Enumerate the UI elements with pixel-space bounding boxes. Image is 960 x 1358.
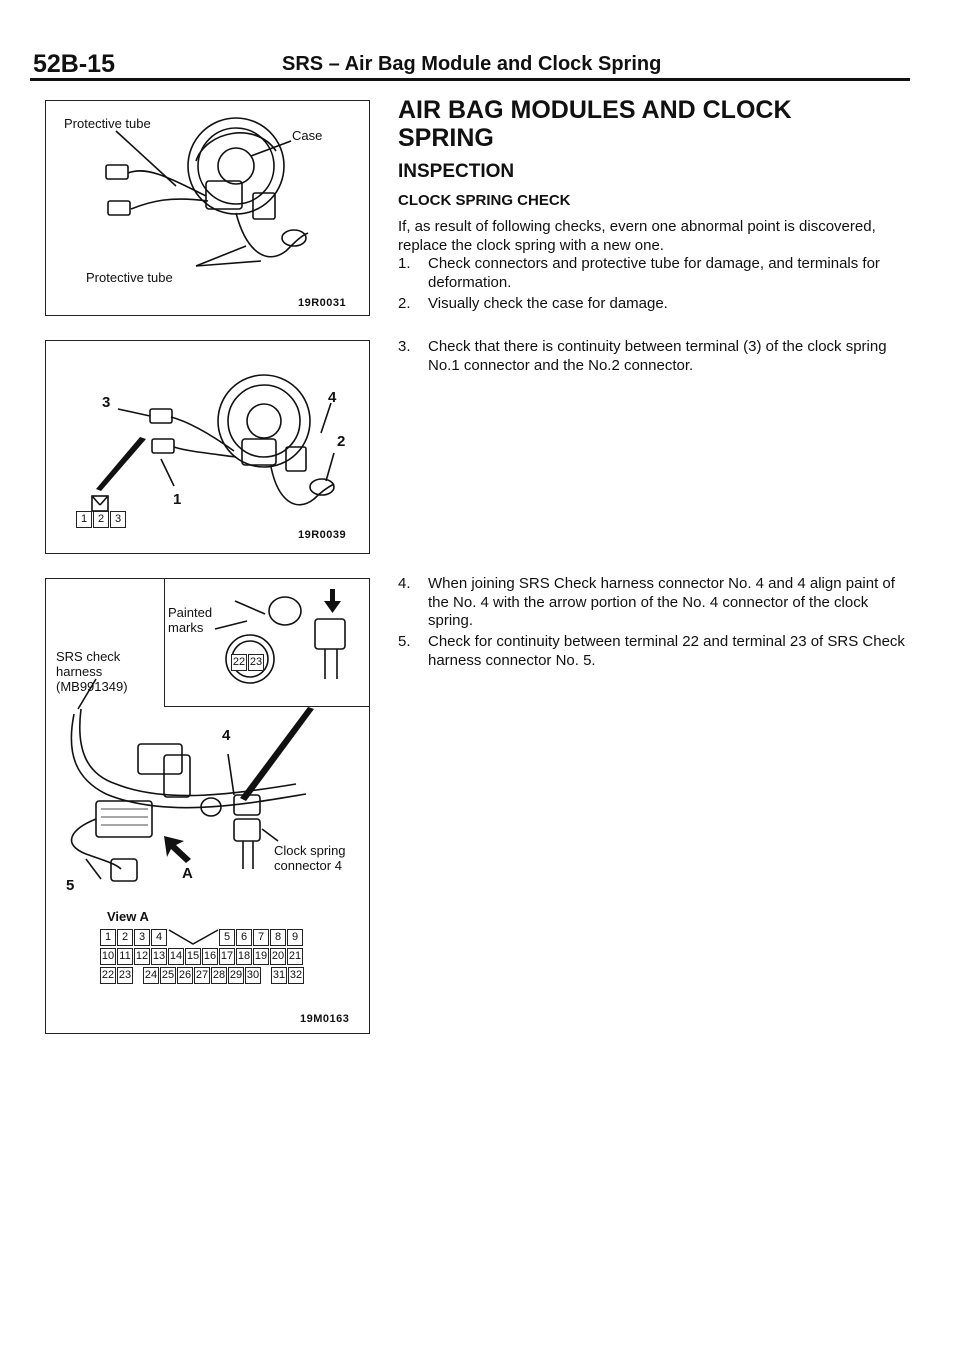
terminal-cell: 13 xyxy=(151,948,167,965)
connector-pin: 2 xyxy=(93,511,109,528)
step-5 xyxy=(398,633,910,670)
connector-pin: 1 xyxy=(76,511,92,528)
step-text: When joining SRS Check harness connector No. 4 and 4 align paint of the No. 4 with the arrow portion of the No. 4 connector of the clock spring. xyxy=(428,575,895,629)
key-notch xyxy=(168,929,219,946)
terminal-cell: 11 xyxy=(117,948,133,965)
terminal-cell: 28 xyxy=(211,967,227,984)
terminal-cell: 7 xyxy=(253,929,269,946)
terminal-cell: 18 xyxy=(236,948,252,965)
step-number: 4. xyxy=(398,575,411,592)
terminal-cell: 8 xyxy=(270,929,286,946)
terminal-cell: 2 xyxy=(117,929,133,946)
terminal-cell: 32 xyxy=(288,967,304,984)
callout-1: 1 xyxy=(173,491,182,508)
page-title: SRS – Air Bag Module and Clock Spring xyxy=(282,53,662,75)
figure-clock-spring-overview xyxy=(45,100,370,316)
terminal-cell: 1 xyxy=(100,929,116,946)
header-rule xyxy=(30,78,910,81)
step-number: 1. xyxy=(398,255,411,272)
label-case: Case xyxy=(292,128,323,143)
terminal-gap xyxy=(134,967,142,984)
terminal-cell: 15 xyxy=(185,948,201,965)
terminal-cell: 20 xyxy=(270,948,286,965)
callout-5: 5 xyxy=(66,877,75,894)
label-clock-spring-connector: Clock spring connector 4 xyxy=(274,843,346,873)
step-2 xyxy=(398,295,910,314)
arrow-label-a: A xyxy=(182,865,193,882)
terminal-cell: 31 xyxy=(271,967,287,984)
terminal-cell: 9 xyxy=(287,929,303,946)
figure-srs-check-harness xyxy=(45,578,370,1034)
terminal-row xyxy=(100,929,305,946)
section-heading: AIR BAG MODULES AND CLOCK SPRING xyxy=(398,96,792,152)
terminal-cell: 5 xyxy=(219,929,235,946)
figure-clock-spring-terminals xyxy=(45,340,370,554)
terminal-grid xyxy=(100,929,305,986)
inset-pin: 23 xyxy=(248,654,264,671)
figure-code: 19R0039 xyxy=(298,529,347,541)
terminal-cell: 24 xyxy=(143,967,159,984)
terminal-cell: 17 xyxy=(219,948,235,965)
callout-4: 4 xyxy=(328,389,337,406)
terminal-cell: 21 xyxy=(287,948,303,965)
step-number: 3. xyxy=(398,338,411,355)
callout-2: 2 xyxy=(337,433,346,450)
step-3 xyxy=(398,338,910,375)
terminal-row xyxy=(100,948,305,965)
step-text: Check for continuity between terminal 22 and terminal 23 of SRS Check harness connector No. 5. xyxy=(428,633,905,669)
inset-pin: 22 xyxy=(231,654,247,671)
figure-code: 19M0163 xyxy=(300,1013,350,1025)
terminal-cell: 25 xyxy=(160,967,176,984)
callout-3: 3 xyxy=(102,394,111,411)
page-number: 52B-15 xyxy=(33,50,115,78)
terminal-cell: 22 xyxy=(100,967,116,984)
terminal-cell: 23 xyxy=(117,967,133,984)
terminal-cell: 16 xyxy=(202,948,218,965)
terminal-row xyxy=(100,967,305,984)
step-1 xyxy=(398,255,910,292)
subsection-clock-spring-check: CLOCK SPRING CHECK xyxy=(398,192,571,209)
step-text: Check that there is continuity between terminal (3) of the clock spring No.1 connector and the No.2 connector. xyxy=(428,338,887,374)
step-4 xyxy=(398,575,910,631)
intro-paragraph: If, as result of following checks, evern one abnormal point is discovered, replace the clock spring with a new one. xyxy=(398,218,876,254)
step-text: Visually check the case for damage. xyxy=(428,295,668,312)
terminal-cell: 12 xyxy=(134,948,150,965)
terminal-cell: 10 xyxy=(100,948,116,965)
label-protective-tube-top: Protective tube xyxy=(64,116,151,131)
terminal-gap xyxy=(262,967,270,984)
terminal-cell: 27 xyxy=(194,967,210,984)
section-inspection: INSPECTION xyxy=(398,161,515,182)
figure-code: 19R0031 xyxy=(298,297,347,309)
step-number: 5. xyxy=(398,633,411,650)
terminal-cell: 6 xyxy=(236,929,252,946)
step-text: Check connectors and protective tube for damage, and terminals for deformation. xyxy=(428,255,880,291)
step-number: 2. xyxy=(398,295,411,312)
label-protective-tube-bottom: Protective tube xyxy=(86,270,173,285)
label-painted-marks: Painted marks xyxy=(168,605,213,635)
connector-pin: 3 xyxy=(110,511,126,528)
terminal-cell: 4 xyxy=(151,929,167,946)
terminal-cell: 29 xyxy=(228,967,244,984)
terminal-cell: 19 xyxy=(253,948,269,965)
terminal-cell: 3 xyxy=(134,929,150,946)
terminal-cell: 26 xyxy=(177,967,193,984)
connector-pin-row xyxy=(76,511,127,528)
terminal-cell: 14 xyxy=(168,948,184,965)
label-srs-check-harness: SRS check harness (MB991349) xyxy=(56,649,128,694)
terminal-cell: 30 xyxy=(245,967,261,984)
view-a-label: View A xyxy=(107,909,149,924)
callout-4: 4 xyxy=(222,727,231,744)
